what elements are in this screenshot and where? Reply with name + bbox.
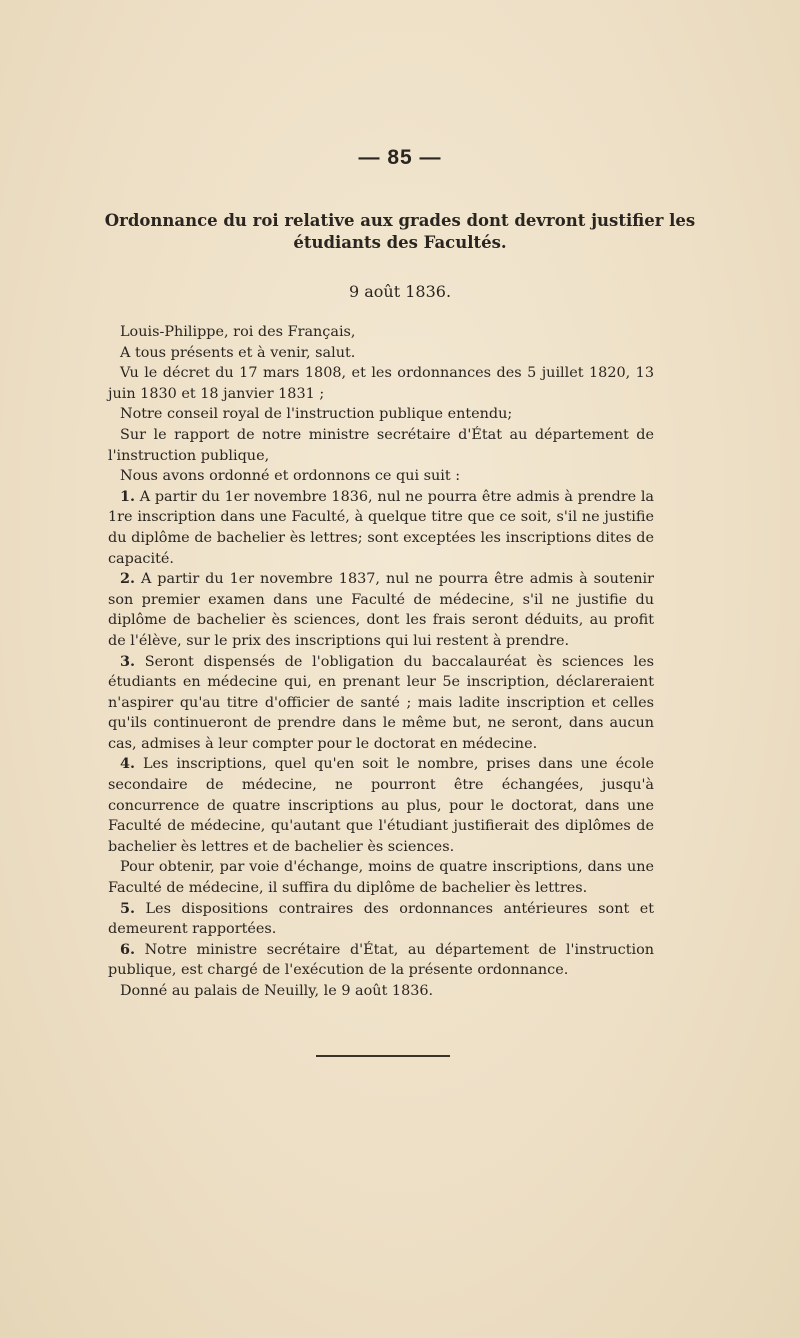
preamble-paragraph: Sur le rapport de notre ministre secrétaire d'État au département de l'instruction publique, — [108, 426, 654, 464]
article-4-continued — [108, 857, 654, 898]
salutation-line: Louis-Philippe, roi des Français, — [120, 324, 356, 340]
article-number: 2. — [120, 570, 136, 588]
preamble-paragraph: Notre conseil royal de l'instruction publique entendu; — [120, 406, 513, 423]
article-3 — [108, 652, 654, 755]
page-number: — 85 — — [358, 146, 442, 169]
document-date: 9 août 1836. — [348, 282, 452, 301]
salutation-line: A tous présents et à venir, salut. — [120, 344, 356, 361]
article-2 — [108, 569, 654, 651]
article-5 — [108, 899, 654, 940]
article-text: Les dispositions contraires des ordonnances antérieures sont et demeurent rapportées. — [108, 900, 654, 938]
article-text: Notre ministre secrétaire d'État, au département de l'instruction publique, est chargé de l'exécution de la présente ordonnance. — [108, 941, 655, 979]
article-4 — [108, 754, 654, 857]
document-title: Ordonnance du roi relative aux grades dont devront justifier les étudiants des Facultés. — [104, 211, 696, 252]
article-text: A partir du 1er novembre 1837, nul ne pourra être admis à soutenir son premier examen dans une Faculté de médecine, s'il ne justifie du diplôme de bachelier ès sciences, dont les frais seront déduits, au profit de l'élève, sur le prix des inscriptions qui lui restent à prendre. — [108, 571, 654, 649]
article-text: Pour obtenir, par voie d'échange, moins de quatre inscriptions, dans une Faculté de médecine, il suffira du diplôme de bachelier ès lettres. — [108, 859, 654, 897]
closing-line: Donné au palais de Neuilly, le 9 août 1836. — [120, 983, 434, 999]
document-body — [108, 322, 654, 1002]
article-number: 1. — [120, 487, 136, 505]
preamble-paragraph: Vu le décret du 17 mars 1808, et les ordonnances des 5 juillet 1820, 13 juin 1830 et 18 janvier 1831 ; — [108, 365, 654, 402]
article-number: 4. — [120, 755, 136, 773]
article-1 — [108, 487, 654, 569]
end-rule — [316, 1055, 450, 1057]
article-text: Les inscriptions, quel qu'en soit le nombre, prises dans une école secondaire de médecine, ne pourront être échangées, jusqu'à concurrence de quatre inscriptions au plus, pour le doctorat, dans une Faculté de médecine, qu'autant que l'étudiant justifierait des diplômes de bachelier ès lettres et de bachelier ès sciences. — [108, 756, 654, 855]
article-number: 3. — [120, 652, 136, 670]
article-text: Seront dispensés de l'obligation du baccalauréat ès sciences les étudiants en médecine qui, en prenant leur 5e inscription, déclareraient n'aspirer qu'au titre d'officier de santé ; mais ladite inscription et celles qu'ils continueront de prendre dans le même but, ne seront, dans aucun cas, admises à leur compter pour le doctorat en médecine. — [108, 653, 655, 752]
article-number: 5. — [120, 899, 136, 917]
article-text: A partir du 1er novembre 1836, nul ne pourra être admis à prendre la 1re inscription dans une Faculté, à quelque titre que ce soit, s'il ne justifie du diplôme de bachelier ès lettres; sont exceptées les inscriptions dites de capacité. — [108, 488, 654, 567]
preamble-paragraph: Nous avons ordonné et ordonnons ce qui suit : — [120, 468, 461, 485]
article-6 — [108, 940, 654, 981]
article-number: 6. — [120, 940, 136, 958]
